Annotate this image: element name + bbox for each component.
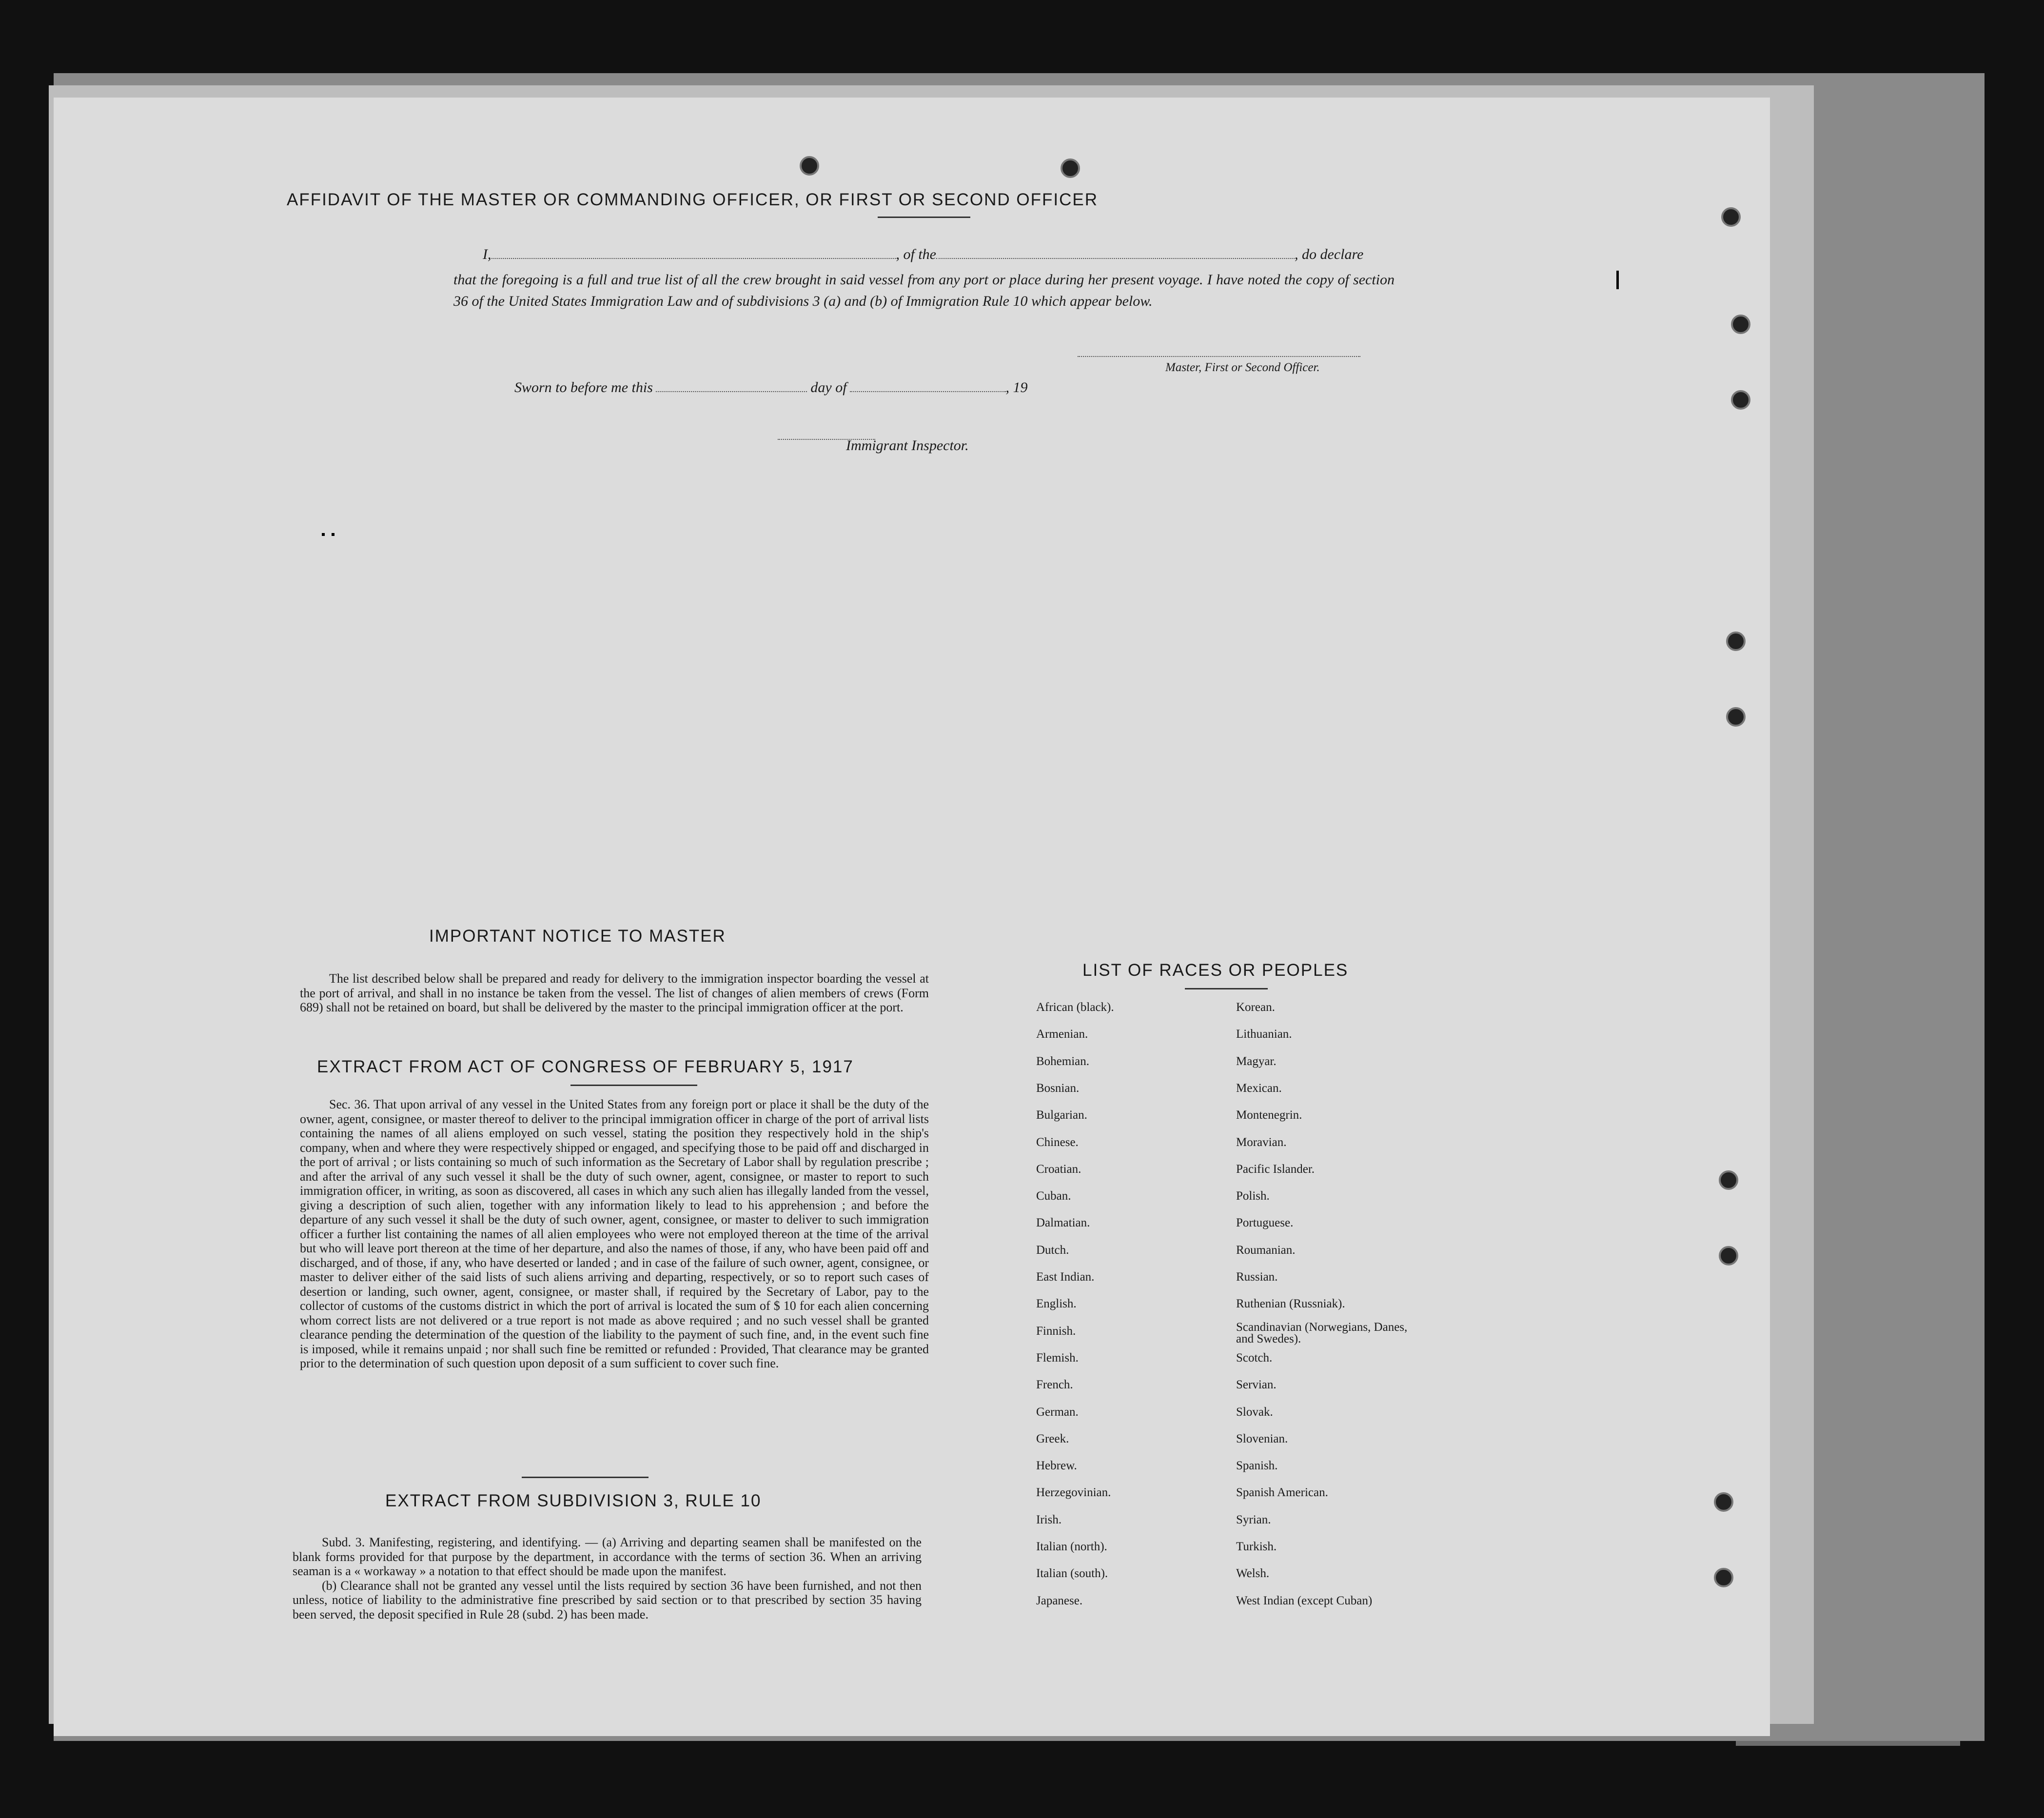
year-label: , 19: [1005, 379, 1028, 395]
race-right-18: Spanish American.: [1236, 1486, 1328, 1500]
affidavit-body: that the foregoing is a full and true list of all the crew brought in said vessel from any port or place during her present voyage. I have noted the copy of section 36 of the United States Immigration Law and of subdivisions 3 (a) and (b) of Immigration Rule 10 which appear below.: [453, 272, 1395, 309]
race-right-17: Spanish.: [1236, 1459, 1278, 1473]
race-right-0: Korean.: [1236, 1001, 1275, 1014]
race-right-16: Slovenian.: [1236, 1432, 1288, 1445]
race-left-5: Chinese.: [1036, 1135, 1079, 1149]
notice-text: The list described below shall be prepared and ready for delivery to the immigration inspector boarding the vessel at the port of arrival, and shall in no instance be taken from the vessel. The list of changes of alien members of crews (Form 689) shall not be retained on board, but shall be delivered by the master to the principal immigration officer at the port.: [300, 971, 929, 1014]
pen-mark: [1616, 271, 1619, 289]
race-left-12: Finnish.: [1036, 1324, 1076, 1338]
vessel-field[interactable]: [936, 258, 1295, 259]
race-left-19: Irish.: [1036, 1513, 1062, 1526]
signature-line[interactable]: [1078, 356, 1360, 357]
rule-para-b: (b) Clearance shall not be granted any vessel until the lists required by section 36 have been furnished, and not then unless, notice of liability to the administrative fine prescribed by said section or to that prescribed by section 35 having been served, the deposit specified in Rule 28 (subd. 2) has been made.: [293, 1578, 922, 1621]
race-left-22: Japanese.: [1036, 1594, 1083, 1607]
race-left-8: Dalmatian.: [1036, 1216, 1090, 1230]
race-right-7: Polish.: [1236, 1189, 1270, 1203]
punch-hole: [800, 156, 819, 176]
race-right-5: Moravian.: [1236, 1135, 1287, 1149]
races-title: LIST OF RACES OR PEOPLES: [1082, 961, 1349, 980]
of-the-label: , of the: [896, 246, 936, 262]
race-left-4: Bulgarian.: [1036, 1108, 1087, 1122]
punch-hole: [1731, 315, 1750, 334]
race-left-11: English.: [1036, 1297, 1077, 1311]
act-rule: [570, 1085, 697, 1086]
punch-hole: [1726, 707, 1746, 727]
sworn-label: Sworn to before me this: [514, 379, 653, 395]
punch-hole: [1719, 1170, 1738, 1190]
punch-hole: [1726, 632, 1746, 651]
race-left-10: East Indian.: [1036, 1270, 1095, 1284]
race-left-20: Italian (north).: [1036, 1540, 1107, 1553]
sworn-line: [514, 379, 1028, 396]
race-left-16: Greek.: [1036, 1432, 1069, 1445]
day-of-label: day of: [810, 379, 847, 395]
punch-hole: [1721, 207, 1741, 227]
races-rule: [1185, 988, 1268, 989]
race-right-1: Lithuanian.: [1236, 1028, 1292, 1041]
sworn-day-field[interactable]: [656, 391, 807, 392]
race-right-22: West Indian (except Cuban): [1236, 1594, 1373, 1607]
race-right-19: Syrian.: [1236, 1513, 1271, 1526]
sworn-month-field[interactable]: [850, 391, 1006, 392]
race-right-2: Magyar.: [1236, 1054, 1277, 1068]
notice-title: IMPORTANT NOTICE TO MASTER: [429, 927, 726, 946]
extract-act-body: [300, 1097, 929, 1371]
race-right-15: Slovak.: [1236, 1405, 1273, 1419]
punch-hole: [1714, 1492, 1733, 1512]
signature-label: Master, First or Second Officer.: [1165, 361, 1320, 374]
punch-hole: [1719, 1246, 1738, 1265]
race-right-13: Scotch.: [1236, 1351, 1273, 1364]
race-left-1: Armenian.: [1036, 1028, 1088, 1041]
i-label: I,: [483, 246, 491, 262]
race-left-14: French.: [1036, 1378, 1073, 1392]
notice-body: [300, 971, 929, 1015]
race-right-4: Montenegrin.: [1236, 1108, 1302, 1122]
race-right-12: Scandinavian (Norwegians, Danes, and Swedes).: [1236, 1320, 1408, 1345]
affidavit-title: AFFIDAVIT OF THE MASTER OR COMMANDING OFFICER, OR FIRST OR SECOND OFFICER: [286, 190, 1099, 209]
rule-divider: [522, 1477, 649, 1478]
race-right-3: Mexican.: [1236, 1081, 1282, 1095]
race-right-8: Portuguese.: [1236, 1216, 1294, 1230]
ink-dot: [322, 533, 325, 536]
race-left-9: Dutch.: [1036, 1243, 1069, 1257]
name-field[interactable]: [491, 258, 896, 259]
extract-rule-title: EXTRACT FROM SUBDIVISION 3, RULE 10: [385, 1491, 762, 1510]
race-left-2: Bohemian.: [1036, 1054, 1090, 1068]
punch-hole: [1731, 390, 1750, 410]
rule-para-a: Subd. 3. Manifesting, registering, and identifying. — (a) Arriving and departing seamen shall be manifested on the blank forms provided for that purpose by the department, in accordance with the terms of section 36. When an arriving seaman is a « workaway » a notation to that effect should be made upon the manifest.: [293, 1535, 922, 1578]
race-right-6: Pacific Islander.: [1236, 1162, 1315, 1176]
punch-hole: [1061, 158, 1080, 178]
race-right-20: Turkish.: [1236, 1540, 1277, 1553]
race-left-13: Flemish.: [1036, 1351, 1079, 1364]
title-rule: [878, 217, 970, 218]
document-page: [54, 98, 1770, 1736]
race-left-0: African (black).: [1036, 1001, 1114, 1014]
race-left-18: Herzegovinian.: [1036, 1486, 1111, 1500]
do-declare-label: , do declare: [1295, 246, 1364, 262]
extract-rule-body: [293, 1535, 922, 1621]
race-right-9: Roumanian.: [1236, 1243, 1296, 1257]
act-text: Sec. 36. That upon arrival of any vessel in the United States from any foreign port or place it shall be the duty of the owner, agent, consignee, or master thereof to deliver to the principal immigration officer in charge of the port of arrival lists containing the names of all aliens employed on such vessel, stating the position they respectively hold in the ship's company, when and where they were respectively shipped or engaged, and specifying those to be paid off and discharged in the port of arrival ; or lists containing so much of such information as the Secretary of Labor shall by regulation prescribe ; and after the arrival of any such vessel it shall be the duty of such owner, agent, consignee, or master to report to such immigration officer, in writing, as soon as discovered, all cases in which any such alien has illegally landed from the vessel, giving a description of such alien, together with any information likely to lead to his apprehension ; and before the departure of any such vessel it shall be the duty of such owner, agent, consignee, or master to deliver to such immigration officer a further list containing the names of all alien employees who were not employed thereon at the time of the arrival but who will leave port thereon at the time of her departure, and also the names of those, if any, who have been paid off and discharged, and of those, if any, who have deserted or landed ; and in case of the failure of such owner, agent, consignee, or master to deliver either of the said lists of such aliens arriving and departing, respectively, or so to report such cases of desertion or landing, such owner, agent, consignee, or master shall, if required by the Secretary of Labor, pay to the collector of customs of the customs district in which the port of arrival is located the sum of $ 10 for each alien concerning whom correct lists are not delivered or a true report is not made as above required ; and no such vessel shall be granted clearance pending the determination of the question of the liability to the payment of such fine, and, in the event such fine is imposed, while it remains unpaid ; nor shall such fine be remitted or refunded : Provided, That clearance may be granted prior to the determination of such question upon deposit of a sum sufficient to cover such fine.: [300, 1097, 929, 1370]
race-left-15: German.: [1036, 1405, 1079, 1419]
ink-dot: [332, 533, 334, 536]
race-right-21: Welsh.: [1236, 1567, 1270, 1581]
extract-act-title: EXTRACT FROM ACT OF CONGRESS OF FEBRUARY 5, 1917: [317, 1057, 854, 1076]
race-right-11: Ruthenian (Russniak).: [1236, 1297, 1345, 1311]
race-right-14: Servian.: [1236, 1378, 1277, 1392]
race-left-17: Hebrew.: [1036, 1459, 1077, 1473]
punch-hole: [1714, 1568, 1733, 1587]
race-left-3: Bosnian.: [1036, 1081, 1080, 1095]
race-right-10: Russian.: [1236, 1270, 1278, 1284]
race-left-7: Cuban.: [1036, 1189, 1071, 1203]
affidavit-first-line: [483, 246, 1363, 263]
race-left-21: Italian (south).: [1036, 1567, 1108, 1581]
race-left-6: Croatian.: [1036, 1162, 1081, 1176]
inspector-label: Immigrant Inspector.: [846, 437, 969, 454]
